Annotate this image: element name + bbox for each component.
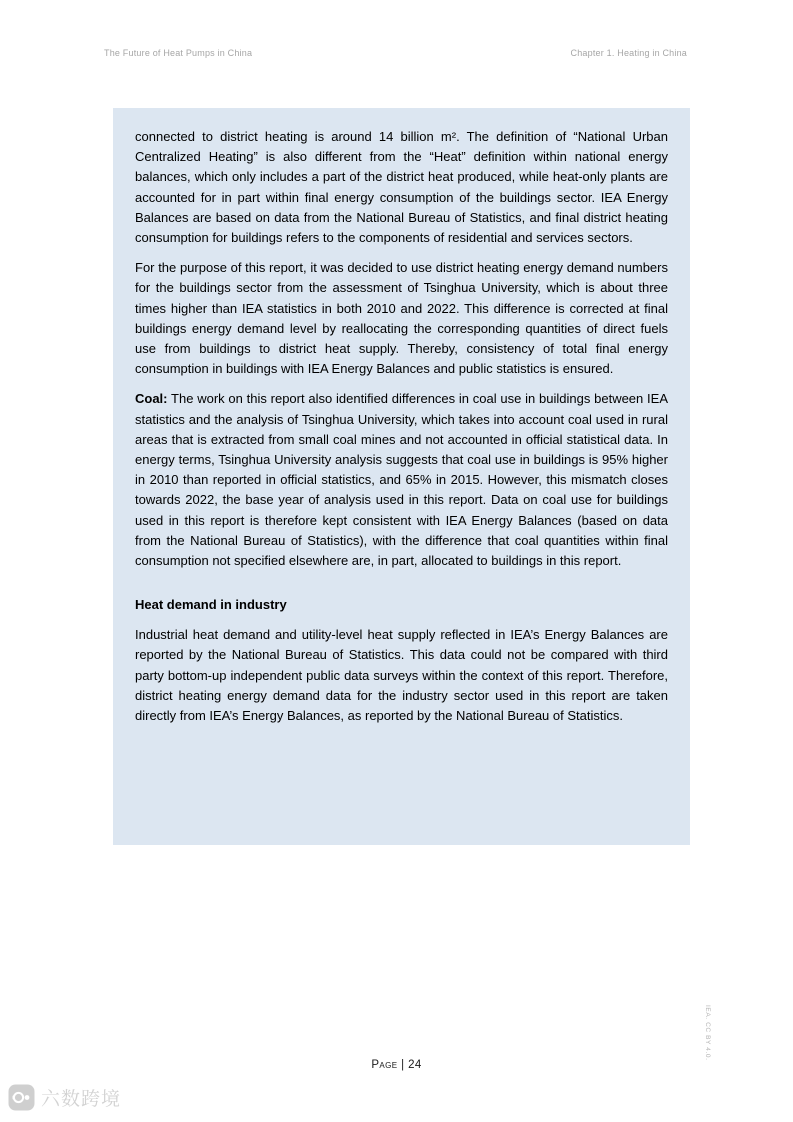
content-box: [113, 108, 690, 845]
coal-lead-label: Coal:: [135, 391, 168, 407]
watermark: [8, 1084, 121, 1111]
page-header: [104, 48, 687, 58]
page-number: Page | 24: [371, 1059, 422, 1071]
running-title-right: Chapter 1. Heating in China: [570, 48, 687, 58]
running-title-left: The Future of Heat Pumps in China: [104, 48, 253, 58]
paragraph-industry: Industrial heat demand and utility-level heat supply reflected in IEA’s Energy Balances are reported by the National Bureau of Statistics. This data could not be compared with third party bottom-up independent public data surveys within the context of this report. Therefore, district heating energy demand data for the industry sector used in this report are taken directly from IEA’s Energy Balances, as reported by the National Bureau of Statistics.: [135, 627, 668, 724]
coal-body-text: The work on this report also identified differences in coal use in buildings between IEA statistics and the analysis of Tsinghua University, which takes into account coal used in rural areas that is extracted from small coal mines and not accounted in official statistical data. In energy terms, Tsinghua University analysis suggests that coal use in buildings is 95% higher in 2010 than reported in official statistics, and 65% in 2015. However, this mismatch closes towards 2022, the base year of analysis used in this report. Data on coal use for buildings used in this report is therefore kept consistent with IEA Energy Balances (based on data from the National Bureau of Statistics), with the difference that coal quantities within final consumption not specified elsewhere are, in part, allocated to buildings in this report.: [135, 391, 668, 569]
license-note: IEA. CC BY 4.0.: [704, 1005, 711, 1061]
watermark-brand-logo-icon: [8, 1084, 35, 1111]
paragraph-report-purpose: For the purpose of this report, it was decided to use district heating energy demand numbers for the buildings sector from the assessment of Tsinghua University, which is about three times higher than IEA statistics in both 2010 and 2022. This difference is corrected at final buildings energy demand level by reallocating the corresponding quantities of direct fuels use from buildings to district heat supply. Thereby, consistency of total final energy consumption in buildings with IEA Energy Balances and public statistics is ensured.: [135, 260, 668, 377]
watermark-text: 六数跨境: [41, 1089, 122, 1110]
section-heading-heat-demand-industry: Heat demand in industry: [135, 597, 287, 613]
paragraph-coal: [135, 389, 668, 571]
paragraph-district-heating: connected to district heating is around 14 billion m². The definition of “National Urban Centralized Heating” is also different from the “Heat” definition within national energy balances, which only includes a part of the district heat produced, while heat-only plants are accounted for in part within final energy consumption of the buildings sector. IEA Energy Balances are based on data from the National Bureau of Statistics, and final district heating consumption for buildings refers to the components of residential and services sectors.: [135, 129, 668, 246]
page-footer: [0, 1059, 793, 1071]
